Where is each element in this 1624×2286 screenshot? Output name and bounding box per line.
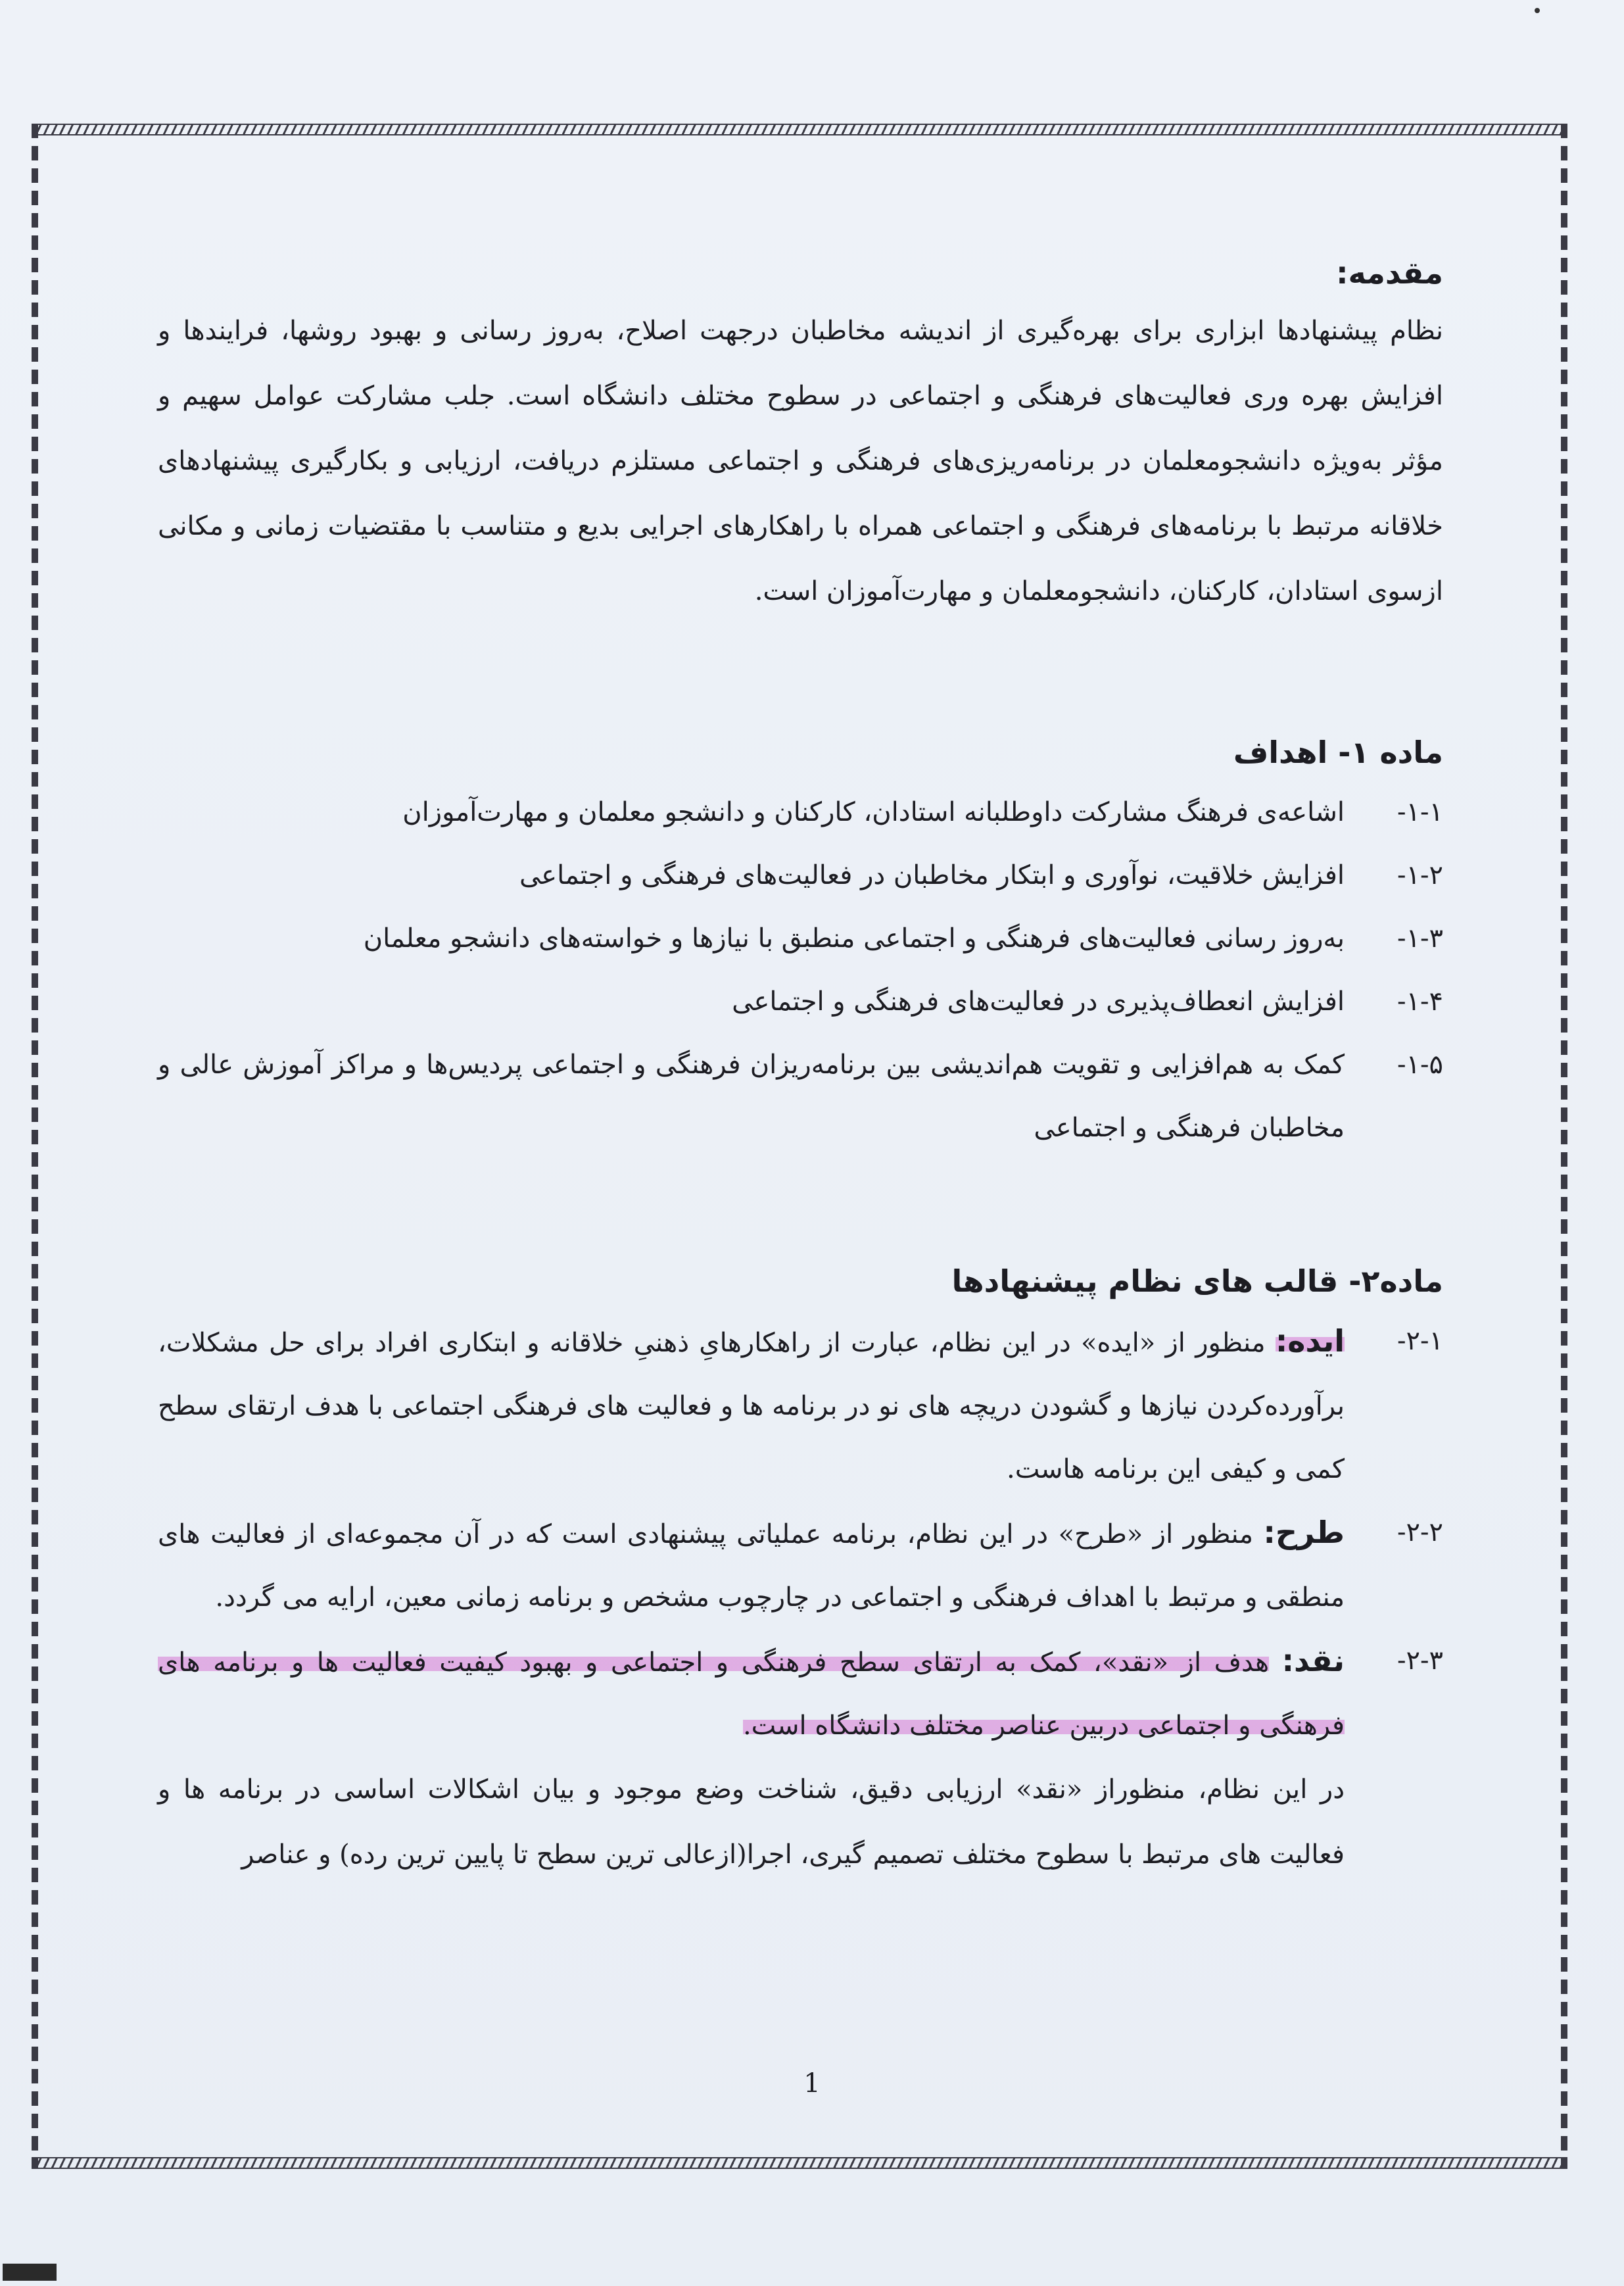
item-number: ۱-۱- xyxy=(1397,797,1443,827)
border-left xyxy=(32,124,38,2169)
list-item-plan xyxy=(158,1501,1443,1629)
watermark-logo xyxy=(3,2264,57,2281)
goals-list xyxy=(158,781,1443,1159)
item-number: ۲-۳- xyxy=(1397,1645,1443,1676)
list-item xyxy=(158,844,1443,907)
item-text: کمک به هم‌افزایی و تقویت هم‌اندیشی بین برنامه‌ریزان فرهنگی و اجتماعی پردیس‌ها و مراکز آموزش عالی و مخاطبان فرهنگی و اجتماعی xyxy=(158,1050,1345,1143)
border-bottom xyxy=(32,2157,1567,2169)
item-text: اشاعه‌ی فرهنگ مشارکت داوطلبانه استادان، کارکنان و دانشجو معلمان و مهارت‌آموزان xyxy=(402,797,1345,827)
highlighted-text: هدف از «نقد»، کمک به ارتقای سطح فرهنگی و اجتماعی و بهبود کیفیت فعالیت ها و برنامه های فرهنگی و اجتماعی دربین عناصر مختلف دانشگاه است. xyxy=(158,1647,1345,1741)
page-number: 1 xyxy=(803,2068,821,2099)
term-label: ایده: xyxy=(1275,1323,1345,1359)
list-item xyxy=(158,781,1443,844)
critique-continuation: در این نظام، منظوراز «نقد» ارزیابی دقیق، شناخت وضع موجود و بیان اشکالات اساسی در برنامه ها و فعالیت های مرتبط با سطوح مختلف تصمیم گیری، اجرا(ازعالی ترین سطح تا پایین ترین رده) و عناصر xyxy=(158,1774,1345,1870)
list-item xyxy=(158,1033,1443,1159)
scan-dot xyxy=(1535,8,1540,13)
item-number: ۲-۲- xyxy=(1397,1517,1443,1547)
item-number: ۱-۵- xyxy=(1397,1050,1443,1080)
item-text: افزایش انعطاف‌پذیری در فعالیت‌های فرهنگی و اجتماعی xyxy=(732,986,1345,1017)
highlight-mark xyxy=(1275,1323,1345,1359)
border-top xyxy=(32,124,1567,135)
list-item xyxy=(158,907,1443,970)
item-text: منظور از «ایده» در این نظام، عبارت از راهکارهایِ ذهنیِ خلاقانه و ابتکاری افراد برای حل مشکلات، برآورده‌کردن نیازها و گشودن دریچه های نو در برنامه ها و فعالیت های فرهنگی اجتماعی با هدف ارتقای سطح کمی و کیفی این برنامه هاست. xyxy=(158,1328,1345,1484)
goals-heading: ماده ۱- اهداف xyxy=(1233,735,1443,770)
document-body xyxy=(158,250,1443,1887)
intro-paragraph: نظام پیشنهادها ابزاری برای بهره‌گیری از اندیشه مخاطبان درجهت اصلاح، به‌روز رسانی و بهبود روشها، فرایندها و افزایش بهره وری فعالیت‌های فرهنگی و اجتماعی در سطوح مختلف دانشگاه است. جلب مشارکت عوامل سهیم و مؤثر به‌ویژه دانشجومعلمان در برنامه‌ریزی‌های فرهنگی و اجتماعی مستلزم دریافت، ارزیابی و بکارگیری پیشنهادهای خلاقانه مرتبط با برنامه‌های فرهنگی و اجتماعی همراه با راهکارهای اجرایی بدیع و متناسب با مقتضیات زمانی و مکانی ازسوی استادان، کارکنان، دانشجومعلمان و مهارت‌آموزان است. xyxy=(158,316,1443,606)
term-label: نقد: xyxy=(1281,1643,1345,1678)
item-number: ۲-۱- xyxy=(1397,1326,1443,1356)
list-item-idea xyxy=(158,1309,1443,1501)
item-number: ۱-۳- xyxy=(1397,923,1443,954)
item-text: به‌روز رسانی فعالیت‌های فرهنگی و اجتماعی منطبق با نیازها و خواسته‌های دانشجو معلمان xyxy=(363,923,1345,954)
term-label: طرح: xyxy=(1263,1515,1345,1550)
list-item xyxy=(158,970,1443,1033)
item-text: افزایش خلاقیت، نوآوری و ابتکار مخاطبان در فعالیت‌های فرهنگی و اجتماعی xyxy=(519,860,1345,890)
item-text: منظور از «طرح» در این نظام، برنامه عملیاتی پیشنهادی است که در آن مجموعه‌ای از فعالیت های منطقی و مرتبط با اهداف فرهنگی و اجتماعی در چارچوب مشخص و برنامه زمانی معین، ارایه می گردد. xyxy=(158,1519,1345,1613)
intro-heading: مقدمه: xyxy=(1336,255,1443,291)
item-number: ۱-۴- xyxy=(1397,986,1443,1017)
formats-list xyxy=(158,1309,1443,1757)
border-right xyxy=(1561,124,1567,2169)
item-number: ۱-۲- xyxy=(1397,860,1443,890)
list-item-critique xyxy=(158,1629,1443,1757)
formats-heading: ماده۲- قالب های نظام پیشنهادها xyxy=(951,1263,1443,1299)
